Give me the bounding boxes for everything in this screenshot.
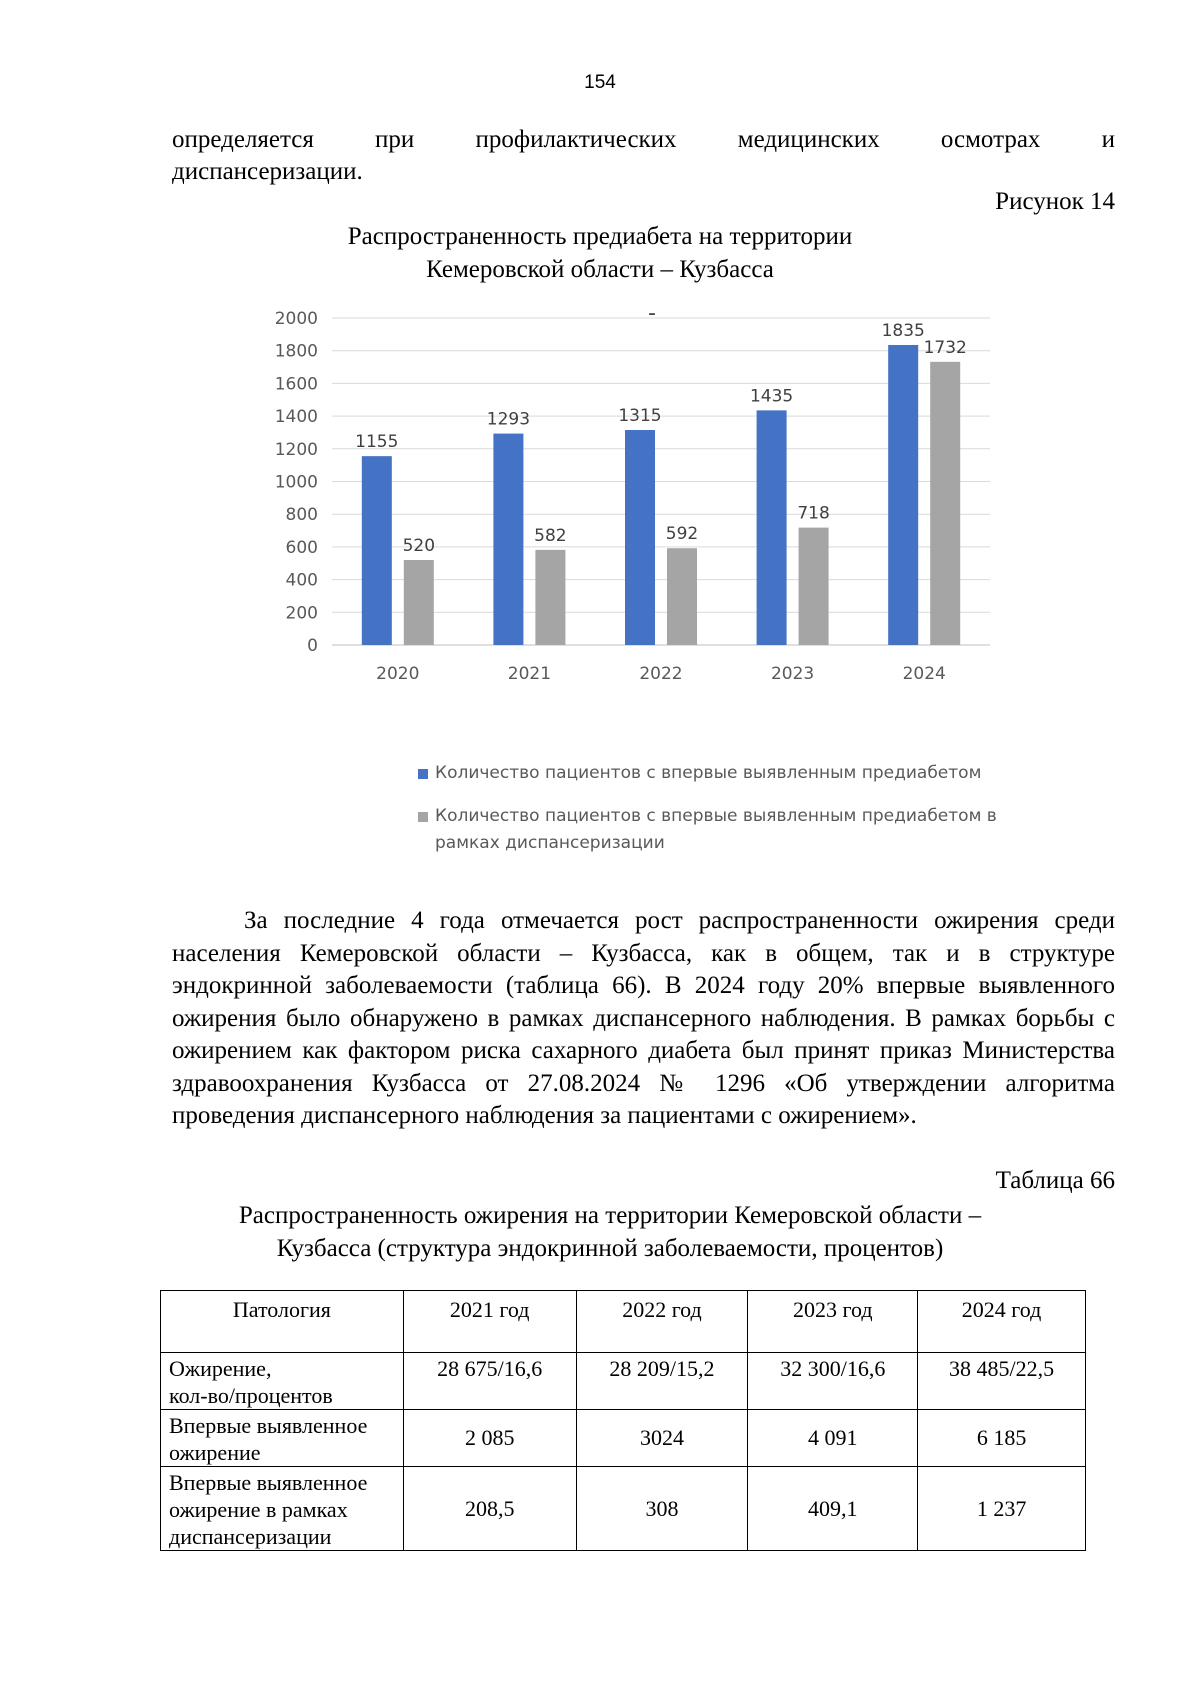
table-cell: 28 209/15,2 [576, 1353, 748, 1410]
chart-bars [362, 345, 960, 645]
data-label: 1835 [881, 320, 925, 341]
data-label: 1155 [355, 432, 399, 453]
bar-gray-2024 [930, 362, 960, 645]
figure-title [0, 220, 1200, 286]
row-label-line: ожирение [169, 1440, 261, 1465]
intro-paragraph [172, 124, 1115, 188]
row-label-line: кол-во/процентов [169, 1383, 333, 1408]
figure-title-line-2: Кемеровской области – Кузбасса [426, 256, 774, 283]
bar-blue-2022 [625, 430, 655, 645]
table-row [161, 1353, 1086, 1410]
bar-blue-2024 [888, 345, 918, 645]
table-cell: 6 185 [918, 1410, 1086, 1467]
body-paragraph: За последние 4 года отмечается рост распространенности ожирения среди населения Кемеровской области – Кузбасса, как в общем, так и в структуре эндокринной заболеваемости (таблица 66). В 2024 году 20% впервые выявленного ожирения было обнаружено в рамках диспансерного наблюдения. В рамках борьбы с ожирением как фактором риска сахарного диабета был принят приказ Министерства здравоохранения Кузбасса от 27.08.2024 № 1296 «Об утверждении алгоритма проведения диспансерного наблюдения за пациентами с ожирением». [172, 907, 1115, 1129]
page-number: 154 [584, 72, 616, 93]
table-cell: 4 091 [748, 1410, 918, 1467]
data-label: 1732 [923, 337, 967, 358]
data-label: 582 [534, 525, 567, 546]
row-label-new-obesity-dispensary [161, 1467, 404, 1551]
chart-y-axis [275, 309, 318, 656]
table-cell: 2 085 [403, 1410, 576, 1467]
y-tick-label: 200 [285, 603, 318, 624]
legend-item-prediabetes-dispensary [418, 803, 1018, 857]
chart-canvas [274, 301, 1080, 745]
table-title-line-2: Кузбасса (структура эндокринной заболеваемости, процентов) [276, 1235, 944, 1262]
bar-gray-2022 [667, 548, 697, 645]
table-header-2023: 2023 год [748, 1291, 918, 1353]
table-cell: 32 300/16,6 [748, 1353, 918, 1410]
legend-label-1: Количество пациентов с впервые выявленным предиабетом [435, 763, 982, 783]
table-header-pathology: Патология [161, 1291, 404, 1353]
y-tick-label: 1000 [274, 472, 318, 493]
table-label: Таблица 66 [995, 1167, 1115, 1194]
table-header-2022: 2022 год [576, 1291, 748, 1353]
x-tick-label: 2021 [507, 664, 552, 684]
bar-blue-2021 [493, 434, 523, 645]
legend-label-2-line-2: рамках диспансеризации [435, 833, 665, 853]
chart-dash-mark: - [648, 301, 656, 327]
chart-x-axis [376, 664, 946, 684]
y-tick-label: 1800 [274, 341, 318, 362]
row-label-line: диспансеризации [169, 1524, 332, 1549]
table-cell: 409,1 [748, 1467, 918, 1551]
legend-label-2-line-1: Количество пациентов с впервые выявленным предиабетом в [435, 806, 997, 826]
y-tick-label: 600 [285, 537, 318, 558]
table-header-2024: 2024 год [918, 1291, 1086, 1353]
chart-data-labels [355, 321, 967, 556]
legend-swatch-gray [418, 812, 428, 822]
y-tick-label: 2000 [274, 309, 318, 329]
table-cell: 1 237 [918, 1467, 1086, 1551]
table-header-2021: 2021 год [403, 1291, 576, 1353]
data-label: 592 [665, 524, 699, 545]
y-tick-label: 800 [285, 505, 318, 526]
row-label-line: Ожирение, [169, 1356, 272, 1381]
table-cell: 308 [576, 1467, 748, 1551]
row-label-line: ожирение в рамках [169, 1497, 348, 1522]
bar-blue-2023 [757, 410, 787, 645]
row-label-obesity [161, 1353, 404, 1410]
table-row [161, 1467, 1086, 1551]
table-title-line-1: Распространенность ожирения на территории Кемеровской области – [238, 1202, 982, 1229]
table-cell: 28 675/16,6 [403, 1353, 576, 1410]
figure-label: Рисунок 14 [995, 188, 1115, 215]
table-cell: 3024 [576, 1410, 748, 1467]
intro-line-1: определяется при профилактических медицинских осмотрах и [172, 126, 1115, 153]
table-cell: 208,5 [403, 1467, 576, 1551]
y-tick-label: 1400 [274, 407, 318, 428]
bar-gray-2020 [404, 560, 434, 645]
obesity-table [160, 1290, 1086, 1551]
y-tick-label: 1600 [274, 374, 318, 395]
x-tick-label: 2022 [639, 664, 683, 684]
bar-gray-2021 [535, 550, 565, 645]
intro-line-2: диспансеризации. [172, 158, 363, 185]
y-tick-label: 0 [307, 636, 318, 656]
table-row [161, 1410, 1086, 1467]
x-tick-label: 2020 [376, 664, 420, 684]
legend-item-new-prediabetes [418, 760, 1018, 787]
table-header-row [161, 1291, 1086, 1353]
figure-title-line-1: Распространенность предиабета на территории [347, 223, 853, 250]
x-tick-label: 2023 [770, 664, 815, 684]
table-title [200, 1199, 1020, 1265]
data-label: 718 [797, 503, 830, 524]
table-cell: 38 485/22,5 [918, 1353, 1086, 1410]
data-label: 1435 [749, 386, 794, 407]
data-label: 520 [402, 535, 436, 556]
chart-legend [418, 760, 1018, 857]
row-label-new-obesity [161, 1410, 404, 1467]
data-label: 1293 [486, 409, 531, 430]
legend-swatch-blue [418, 769, 428, 779]
y-tick-label: 1200 [274, 439, 318, 460]
data-label: 1315 [618, 405, 662, 426]
bar-blue-2020 [362, 456, 392, 645]
row-label-line: Впервые выявленное [169, 1413, 368, 1438]
row-label-line: Впервые выявленное [169, 1470, 368, 1495]
bar-gray-2023 [799, 528, 829, 645]
y-tick-label: 400 [285, 570, 318, 591]
x-tick-label: 2024 [902, 664, 946, 684]
